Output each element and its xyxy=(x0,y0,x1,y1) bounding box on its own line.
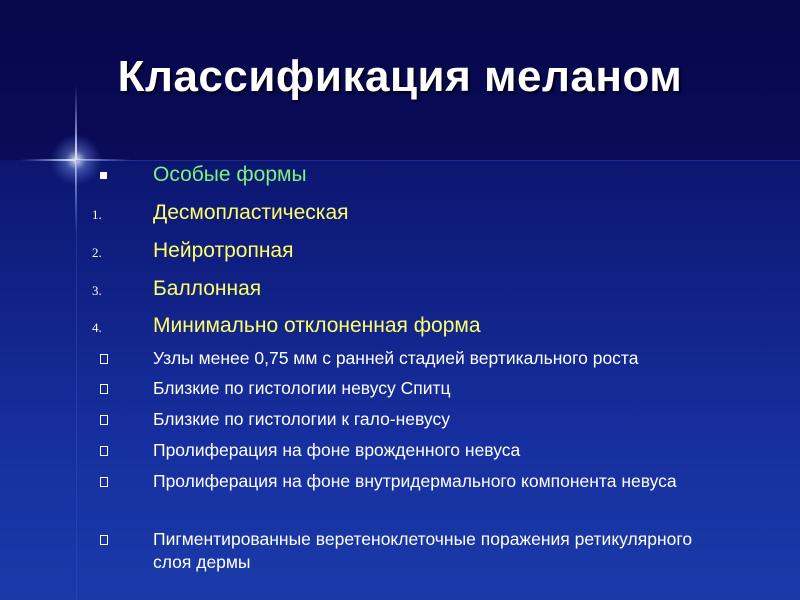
placeholder-glyph-icon xyxy=(100,477,108,487)
numbered-item-text: Нейротропная xyxy=(153,239,294,262)
numbered-marker: 3. xyxy=(92,283,102,298)
placeholder-glyph-icon xyxy=(100,415,108,425)
bullet-item-text: Пролиферация на фоне врожденного невуса xyxy=(153,440,521,460)
slide-title: Классификация меланом xyxy=(117,52,683,101)
numbered-marker: 2. xyxy=(92,245,102,260)
numbered-marker: 4. xyxy=(92,320,102,335)
list-header-text: Особые формы xyxy=(153,163,307,186)
bullet-item-text: Близкие по гистологии невусу Спитц xyxy=(153,378,451,398)
numbered-marker: 1. xyxy=(92,207,102,222)
numbered-item-text: Минимально отклоненная форма xyxy=(153,314,481,337)
bullet-item-text: Узлы менее 0,75 мм с ранней стадией вертикального роста xyxy=(153,348,639,368)
numbered-item-text: Баллонная xyxy=(153,277,262,300)
placeholder-glyph-icon xyxy=(100,384,108,394)
placeholder-glyph-icon xyxy=(100,535,108,545)
bullet-item-text: Пигментированные веретеноклеточные поражения ретикулярного слоя дермы xyxy=(153,529,693,572)
bullet-item-text: Пролиферация на фоне внутридермального компонента невуса xyxy=(153,471,677,491)
placeholder-glyph-icon xyxy=(100,446,108,456)
placeholder-glyph-icon xyxy=(100,354,108,364)
numbered-item-text: Десмопластическая xyxy=(153,201,349,224)
bullet-item-text: Близкие по гистологии к гало-невусу xyxy=(153,409,450,429)
square-bullet-icon xyxy=(100,172,107,179)
